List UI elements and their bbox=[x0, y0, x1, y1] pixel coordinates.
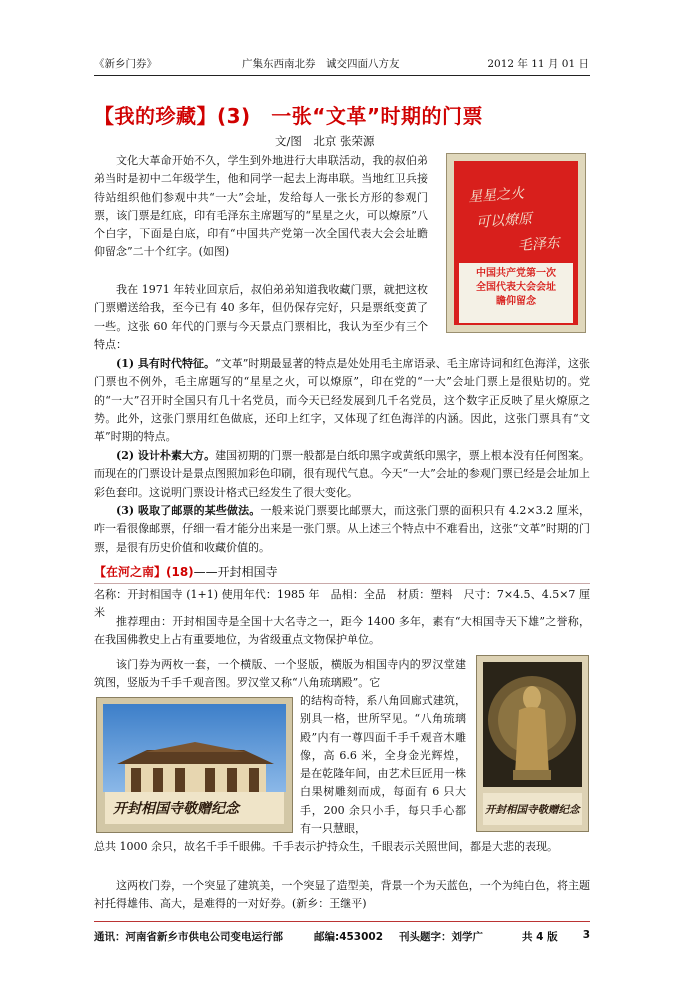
article-point-3: (3) 吸取了邮票的某些做法。一般来说门票要比邮票大，而这张门票的面积只有 4.2×3.2 厘米，咋一看很像邮票，仔细一看才能分出来是一张门票。从上述三个特点中不难看出，这张“文革”时期的门票，是很有历史价值和收藏价值的。 bbox=[94, 504, 590, 554]
article-point-1: (1) 具有时代特征。“文革”时期最显著的特点是处处用毛主席语录、毛主席诗词和红色海洋，这张门票也不例外，毛主席题写的“星星之火，可以燎原”，印在党的“一大”会址门票上是很贴切的。党的“一大”召开时全国只有几十名党员，而今天已经发展到几千名党员，这个数字正反映了星火燎原之势。此外，这张门票用红色做底，还印上红字，又体现了红色海洋的内涵。因此，这张门票具有“文革”时期的特点。 bbox=[94, 357, 590, 444]
ticket-print-area: 中国共产党第一次 全国代表大会会址 瞻仰留念 bbox=[459, 263, 573, 323]
footer-total-pages: 共 4 版 bbox=[522, 931, 558, 943]
guanyin-dark-field bbox=[483, 662, 582, 787]
page-footer bbox=[94, 929, 590, 945]
ticket-image-guanyin bbox=[476, 655, 589, 832]
article-title: 【我的珍藏】(3) 一张“文革”时期的门票 bbox=[94, 104, 483, 128]
newspaper-name: 《新乡门券》 bbox=[94, 58, 157, 70]
footer-page-number: 3 bbox=[582, 929, 590, 941]
footer-inscription: 刊头题字：刘学广 bbox=[399, 931, 483, 943]
closing-paragraph: 这两枚门券，一个突显了建筑美，一个突显了造型美，背景一个为天蓝色，一个为纯白色，将主题衬托得雄伟、高大，是难得的一对好券。(新乡：王继平) bbox=[94, 879, 590, 911]
ticket-meta: 名称：开封相国寺 (1+1) 使用年代：1985 年 品相：全品 材质：塑料 尺寸：7×4.5、4.5×7 厘米 bbox=[94, 588, 590, 620]
ticket-image-arhat-hall bbox=[96, 697, 293, 833]
section-heading: 【在河之南】(18)——开封相国寺 bbox=[94, 565, 278, 579]
description-paragraph-b: 的结构奇特，系八角回廊式建筑，别具一格，世所罕见。“八角琉璃殿”内有一尊四面千手千观音木雕像，高 6.6 米，全身金光辉煌，是在乾隆年间，由艺术巨匠用一株白果树雕刻而成，每面有 6 只大手，200 余只小手，每只手心都有一只慧眼， bbox=[300, 694, 466, 836]
footer-address: 通讯：河南省新乡市供电公司变电运行部 bbox=[94, 931, 283, 943]
issue-date: 2012 年 11 月 01 日 bbox=[487, 58, 589, 70]
article-paragraph-1: 文化大革命开始不久，学生到外地进行大串联活动，我的叔伯弟弟当时是初中二年级学生，他和同学一起去上海串联。当地红卫兵接待站组织他们参观中共“一大”会址，发给每人一张长方形的参观门票，该门票是红底，印有毛泽东主席题写的“星星之火，可以燎原”八个白字，下面是白底，印有“中国共产党第一次全国代表大会会址瞻仰留念”二十个红字。(如图) bbox=[94, 154, 428, 259]
description-paragraph-c: 总共 1000 余只，故名千手千眼佛。千手表示护持众生，千眼表示关照世间，都是大悲的表现。 bbox=[94, 840, 558, 853]
temple-building-drawing bbox=[117, 742, 274, 792]
article-paragraph-2: 我在 1971 年转业回京后，叔伯弟弟知道我收藏门票，就把这枚门票赠送给我，至今已有 40 多年，但仍保存完好，只是票纸变黄了一些。这张 60 年代的门票与今天景点门票相比，我认为至少有三个特点： bbox=[94, 283, 428, 351]
ticket-caption-area: 开封相国寺敬赠纪念 bbox=[105, 792, 284, 824]
recommend-paragraph: 推荐理由：开封相国寺是全国十大名寺之一，距今 1400 多年，素有“大相国寺天下雄”之誉称，在我国佛教史上占有重要地位，为省级重点文物保护单位。 bbox=[94, 615, 590, 647]
article-point-2: (2) 设计朴素大方。建国初期的门票一般都是白纸印黑字或黄纸印黑字，票上根本没有任何图案。而现在的门票设计是景点图照加彩色印刷，很有现代气息。今天“一大”会址的参观门票已经是会址加上彩色套印。这说明门票设计格式已经发生了很大变化。 bbox=[94, 449, 590, 499]
footer-postcode: 邮编:453002 bbox=[314, 931, 384, 943]
description-paragraph-a: 该门券为两枚一套，一个横版、一个竖版，横版为相国寺内的罗汉堂建筑图，竖版为千手千观音图。罗汉堂又称“八角琉璃殿”。它 bbox=[94, 658, 466, 690]
ticket-caption-area: 开封相国寺敬赠纪念 bbox=[483, 793, 582, 825]
section-divider bbox=[94, 583, 590, 584]
footer-divider bbox=[94, 921, 590, 922]
header-motto: 广集东西南北券 诚交四面八方友 bbox=[242, 58, 400, 70]
ticket-calligraphy: 星星之火 可以燎原 毛泽东 bbox=[467, 185, 561, 255]
guanyin-statue-drawing bbox=[483, 662, 582, 787]
article-byline: 文/图 北京 张荣源 bbox=[275, 134, 375, 148]
page-header bbox=[94, 56, 589, 72]
ticket-image-cultural-revolution bbox=[446, 153, 586, 333]
header-divider bbox=[94, 75, 590, 76]
